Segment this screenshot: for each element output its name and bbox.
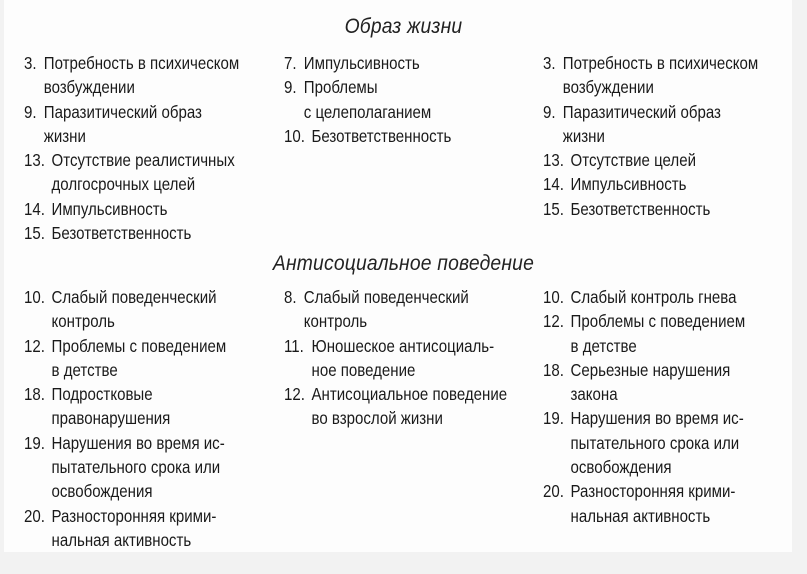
item-text-line: Слабый контроль гнева xyxy=(570,287,737,307)
item-number: 11. xyxy=(284,335,304,356)
item-text-line: с целеполаганием xyxy=(303,101,432,122)
item-text-line: Импульсивность xyxy=(51,198,168,219)
list-item xyxy=(24,382,282,431)
item-number: 20. xyxy=(543,481,564,502)
item-text-line: Безответственность xyxy=(570,198,711,219)
item-number: 10. xyxy=(24,287,45,307)
list-item xyxy=(543,172,801,196)
item-text-line: Импульсивность xyxy=(570,174,687,195)
list-item xyxy=(543,51,801,100)
item-number: 8. xyxy=(284,287,297,307)
lifestyle-column-2 xyxy=(284,51,544,148)
list-item xyxy=(24,100,282,149)
item-text-line: Проблемы с поведением xyxy=(570,311,746,332)
item-text-line: возбуждении xyxy=(43,77,135,98)
item-number: 9. xyxy=(543,101,556,122)
list-item xyxy=(24,148,282,197)
lifestyle-column-3 xyxy=(543,51,803,221)
item-text-line: в детстве xyxy=(51,359,118,380)
item-number: 12. xyxy=(24,335,45,356)
list-item xyxy=(543,148,801,172)
item-text-line: жизни xyxy=(562,125,605,146)
item-number: 19. xyxy=(543,408,564,429)
list-item xyxy=(543,358,801,407)
item-text-line: Потребность в психическом xyxy=(562,53,759,73)
item-number: 9. xyxy=(284,77,297,98)
item-text-line: Нарушения во время ис- xyxy=(51,432,225,453)
item-number: 9. xyxy=(24,101,37,122)
list-item xyxy=(284,382,542,431)
item-text-line: Паразитический образ xyxy=(562,101,721,122)
list-item xyxy=(24,431,282,504)
item-number: 15. xyxy=(543,198,564,219)
list-item xyxy=(284,285,542,334)
list-item xyxy=(284,334,542,383)
list-item xyxy=(543,406,801,479)
item-number: 14. xyxy=(24,198,45,219)
list-item xyxy=(24,221,282,245)
lifestyle-column-1 xyxy=(24,51,284,245)
item-text-line: возбуждении xyxy=(562,77,654,98)
item-text-line: жизни xyxy=(43,125,86,146)
list-item xyxy=(24,334,282,383)
antisocial-column-1 xyxy=(24,285,284,552)
list-item xyxy=(543,479,801,528)
item-number: 3. xyxy=(24,53,37,73)
item-number: 15. xyxy=(24,223,45,244)
section-title-lifestyle: Образ жизни xyxy=(344,15,463,38)
item-number: 10. xyxy=(543,287,564,307)
item-text-line: Подростковые xyxy=(51,384,153,405)
list-item xyxy=(543,197,801,221)
item-number: 7. xyxy=(284,53,297,73)
item-text-line: Разносторонняя крими- xyxy=(51,505,217,526)
item-text-line: правонарушения xyxy=(51,408,171,429)
item-text-line: Серьезные нарушения xyxy=(570,359,731,380)
item-text-line: Слабый поведенческий xyxy=(303,287,469,307)
item-text-line: во взрослой жизни xyxy=(311,408,443,429)
item-number: 13. xyxy=(543,150,564,171)
antisocial-column-2 xyxy=(284,285,544,431)
item-text-line: Отсутствие реалистичных xyxy=(51,150,235,171)
item-text-line: пытательного срока или xyxy=(51,457,221,478)
item-text-line: долгосрочных целей xyxy=(51,174,196,195)
item-text-line: нальная активность xyxy=(570,505,711,526)
item-number: 13. xyxy=(24,150,45,171)
item-text-line: Нарушения во время ис- xyxy=(570,408,744,429)
list-item xyxy=(543,309,801,358)
list-item xyxy=(24,504,282,553)
item-number: 20. xyxy=(24,505,45,526)
item-number: 18. xyxy=(543,359,564,380)
item-text-line: Антисоциальное поведение xyxy=(311,384,508,405)
item-number: 19. xyxy=(24,432,45,453)
antisocial-column-3 xyxy=(543,285,803,528)
list-item xyxy=(543,100,801,149)
item-number: 18. xyxy=(24,384,45,405)
item-text-line: ное поведение xyxy=(311,359,416,380)
item-text-line: Проблемы с поведением xyxy=(51,335,227,356)
item-text-line: Отсутствие целей xyxy=(570,150,696,171)
list-item xyxy=(284,75,542,124)
item-text-line: Импульсивность xyxy=(303,53,420,73)
item-text-line: Слабый поведенческий xyxy=(51,287,217,307)
item-text-line: Безответственность xyxy=(51,223,192,244)
list-item xyxy=(24,285,282,334)
item-number: 10. xyxy=(284,125,305,146)
list-item xyxy=(284,124,542,148)
item-number: 12. xyxy=(543,311,564,332)
list-item xyxy=(24,197,282,221)
item-number: 14. xyxy=(543,174,564,195)
item-text-line: Проблемы xyxy=(303,77,378,98)
item-number: 3. xyxy=(543,53,556,73)
item-text-line: контроль xyxy=(51,311,115,332)
item-text-line: закона xyxy=(570,384,618,405)
list-item xyxy=(24,51,282,100)
item-number: 12. xyxy=(284,384,305,405)
item-text-line: Паразитический образ xyxy=(43,101,202,122)
item-text-line: контроль xyxy=(303,311,368,332)
item-text-line: в детстве xyxy=(570,335,637,356)
item-text-line: Потребность в психическом xyxy=(43,53,240,73)
section-title-antisocial: Антисоциальное поведение xyxy=(272,252,535,275)
item-text-line: освобождения xyxy=(570,457,672,478)
item-text-line: нальная активность xyxy=(51,529,192,550)
item-text-line: Разносторонняя крими- xyxy=(570,481,736,502)
item-text-line: Юношеское антисоциаль- xyxy=(311,335,495,356)
list-item xyxy=(543,285,801,309)
item-text-line: освобождения xyxy=(51,481,153,502)
list-item xyxy=(284,51,542,75)
item-text-line: пытательного срока или xyxy=(570,432,740,453)
item-text-line: Безответственность xyxy=(311,125,452,146)
